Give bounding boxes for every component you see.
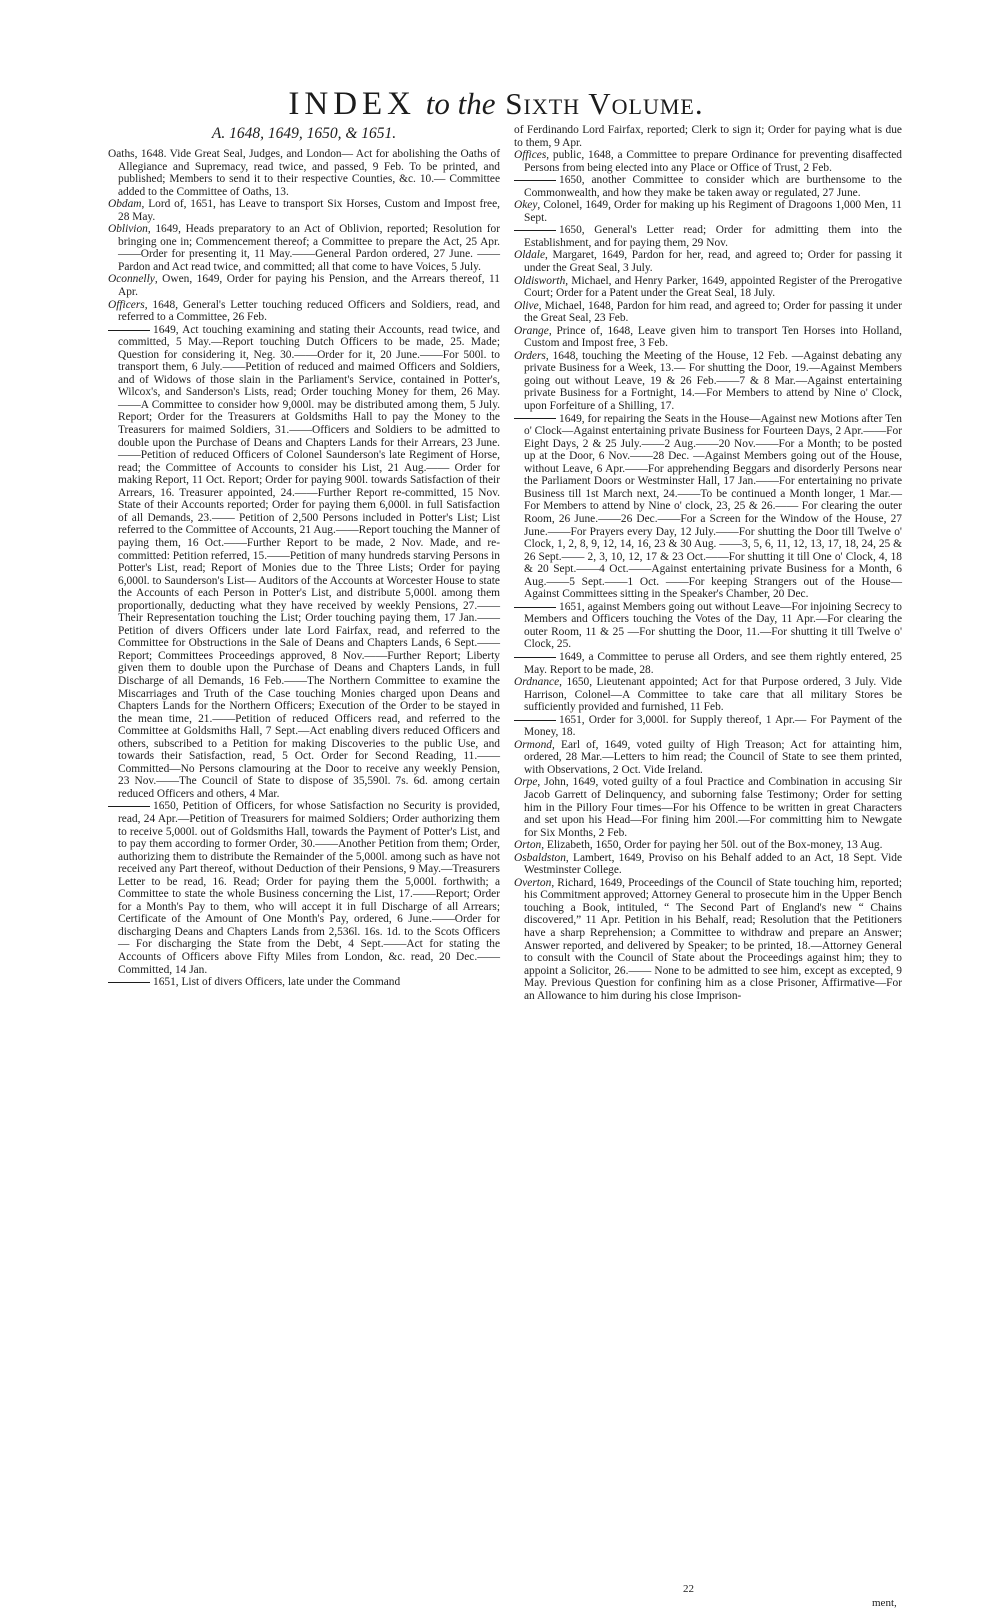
index-entry (514, 325, 902, 350)
entry-text: , Elizabeth, 1650, Order for paying her 50l. out of the Box-money, 13 Aug. (541, 839, 883, 852)
entry-heading: Oblivion (108, 223, 148, 236)
entry-text: , 1649, Heads preparatory to an Act of Oblivion, reported; Resolution for bringing one in; Commencement thereof; a Committee to prepare the Act, 25 Apr.——Order for presenting it, 11 May.——General Pardon ordered, 27 June. ——Pardon and Act read twice, and committed; all that come to have Voices, 5 July. (118, 223, 500, 273)
entry-heading: Officers (108, 298, 145, 311)
page-number: 22 (683, 1583, 694, 1595)
index-subentry (514, 174, 902, 199)
index-subentry (514, 651, 902, 676)
index-entry (514, 249, 902, 274)
index-entry (108, 299, 500, 324)
entry-text: , 1650, Lieutenant appointed; Act for that Purpose ordered, 3 July. Vide Harrison, Colonel—A Committee to take care that all military Stores be sufficiently provided and furnished, 11 Feb. (524, 676, 902, 714)
repeat-dash (514, 230, 556, 231)
repeat-dash (514, 657, 556, 658)
entry-text: , 1648, touching the Meeting of the House, 12 Feb. —Against debating any private Business for a Week, 13.— For shutting the Door, 19.—Against Members going out without Leave, 19 & 26 Feb.——7 & 8 Mar.—Against entertaining private Business for a Fortnight, 14.—For Members to attend by Nine o' Clock, upon Forfeiture of a Shilling, 17. (524, 349, 902, 413)
subentry-text: 1649, Act touching examining and stating their Accounts, read twice, and committed, 5 May.—Report touching Dutch Officers to be made, 25. Made; Question for considering it, Neg. 30.——Order for it, 20 June.——For 500l. to transport them, 6 July.——Petition of reduced and maimed Officers and Soldiers, and of Widows of those slain in the Parliament's Service, contained in Potter's, Wilcox's, and Sanderson's Lists, read; Order touching Money for them, 26 May.——A Committee to consider how 9,000l. may be distributed among them, 5 July. Report; Order for the Treasurers at Goldsmiths Hall to pay the Money to the Treasurers for maimed Soldiers, 31.——Officers and Soldiers to be admitted to double upon the Purchase of Deans and Chapters Lands for their Arrears, 23 June.——Petition of reduced Officers of Colonel Saunderson's late Regiment of Horse, read; the Committee of Accounts to consider his List, 21 Aug.—— Order for making Report, 11 Oct. Report; Order for paying 900l. towards Satisfaction of their Arrears, 16. Treasurer appointed, 24.——Further Report re-committed, 15 Nov. State of their Accounts reported; Order for paying them 6,000l. in full Satisfaction of all Demands, 23.—— Petition of 2,500 Persons included in Potter's List; List referred to the Committee of Accounts, 21 Aug.——Report touching the Manner of paying them, 16 Oct.——Further Report to be made, 2 Nov. Made, and re-committed: Petition referred, 15.——Petition of many hundreds starving Persons in Potter's List, read; Report of Monies due to the Three Lists; Order for paying 6,000l. to Saunderson's List— Auditors of the Accounts at Worcester House to state the Accounts of each Person in Potter's List, and distribute 5,000l. among them proportionally, deducting what they have received by weekly Pensions, 27.——Their Representation touching the List; Order touching paying them, 17 Jan.—— Petition of divers Officers under late Lord Fairfax, read, and referred to the Committee for Obstructions in the Sale of Deans and Chapters Lands, 6 Sept.——Report; Committees Proceedings approved, 8 Nov.——Further Report; Liberty given them to double upon the Purchase of Deans and Chapters Lands, in full Discharge of all Demands, 16 Feb.——The Northern Committee to examine the Miscarriages and Truth of the Case touching Monies charged upon Deans and Chapters Lands for the Northern Officers; Execution of the Order to be stayed in the mean time, 21.——Petition of reduced Officers read, and referred to the Committee at Goldsmiths Hall, 7 Sept.—Act enabling divers reduced Officers and others, subscribed to a Petition for making Discoveries to the public Use, and towards their Satisfaction, read, 5 Oct. Order for Second Reading, 11.——Committed—No Persons clamouring at the Door to receive any weekly Pension, 23 Nov.——The Council of State to dispose of 35,590l. 7s. 6d. among certain reduced Officers and others, 4 Mar. (118, 323, 500, 800)
left-column (108, 124, 500, 989)
index-subentry (514, 413, 902, 601)
index-subentry (108, 976, 500, 989)
entry-text: , Margaret, 1649, Pardon for her, read, and agreed to; Order for passing it under the Great Seal, 3 July. (524, 249, 902, 275)
subentry-text: 1651, List of divers Officers, late under the Command (153, 976, 401, 989)
entry-heading: Olive (514, 299, 539, 312)
repeat-dash (514, 720, 556, 721)
entry-heading: Oaths (108, 148, 135, 160)
entry-text: , Richard, 1649, Proceedings of the Council of State touching him, reported; his Commitment approved; Attorney General to prosecute him in the Upper Bench touching a Book, intituled, “ The Second Part of England's new “ Chains discovered,” 11 Apr. Petition in his Behalf, read; Resolution that the Petitioners have a sharp Reprehension; a Committee to withdraw and prepare an Answer; Answer reported, and delivered by Speaker; to be printed, 18.—Attorney General to consult with the Council of State about the Proceedings against him; they to appoint a Solicitor, 26.—— None to be admitted to see him, except as excepted, 9 May. Previous Question for confining him as a close Prisoner, Affirmative—For an Allowance to him during his close Imprison- (524, 876, 902, 1002)
index-entry (514, 776, 902, 839)
repeat-dash (108, 982, 150, 983)
index-entry (514, 676, 902, 714)
repeat-dash (108, 330, 150, 331)
subentry-text: 1650, another Committee to consider which are burthensome to the Commonwealth, and how they make be taken away or regulated, 27 June. (524, 174, 902, 199)
entry-heading: Obdam (108, 198, 142, 211)
entry-text: , Michael, 1648, Pardon for him read, and agreed to; Order for passing it under the Great Seal, 23 Feb. (524, 299, 902, 325)
index-entry (514, 275, 902, 300)
index-entry (108, 223, 500, 273)
title-index: INDEX (288, 86, 417, 122)
index-subentry (514, 601, 902, 651)
entry-heading: Overton (514, 876, 552, 889)
right-entries (514, 149, 902, 1002)
index-entry (108, 148, 500, 198)
entry-heading: Oldale (514, 249, 546, 262)
subentry-text: 1649, for repairing the Seats in the House—Against new Motions after Ten o' Clock—Against entertaining private Business for Fourteen Days, 2 Apr.——For Eight Days, 2 & 25 July.——2 Aug.——20 Nov.——For a Month; to be posted up at the Door, 6 Nov.——28 Dec. —Against Members going out of the House, without Leave, 6 Apr.——For apprehending Beggars and disorderly Persons near the Parliament Doors or Westminster Hall, 17 Jan.——For entertaining no private Business till 1st March next, 24.——To be continued a Month longer, 1 Mar.— For Members to attend by Nine o' clock, 23, 25 & 26.—— For clearing the outer Room, 26 June.——26 Dec.——For a Screen for the Window of the House, 27 June.——For Prayers every Day, 12 July.——For shutting the Door till Twelve o' Clock, 1, 2, 8, 9, 12, 14, 16, 23 & 30 Aug. ——3, 5, 6, 11, 12, 13, 17, 18, 24, 25 & 26 Sept.—— 2, 3, 10, 12, 17 & 23 Oct.——For shutting it till One o' Clock, 4, 18 & 20 Sept.——4 Oct.——Against entertaining private Business for a Month, 6 Aug.——5 Sept.——1 Oct. ——For keeping Strangers out of the House—Against Committees sitting in the Speaker's Chamber, 20 Dec. (524, 412, 902, 601)
subentry-text: 1650, General's Letter read; Order for admitting them into the Establishment, and for paying them, 29 Nov. (524, 224, 902, 249)
page-title (0, 86, 992, 122)
entry-text: , Michael, and Henry Parker, 1649, appointed Register of the Prerogative Court; Order for a Patent under the Great Seal, 18 July. (524, 274, 902, 300)
entry-heading: Orders (514, 349, 546, 362)
entry-text: , Owen, 1649, Order for paying his Pension, and the Arrears thereof, 11 Apr. (118, 273, 500, 299)
entry-heading: Oconnelly (108, 273, 155, 286)
year-subheading: A. 1648, 1649, 1650, & 1651. (211, 125, 397, 142)
entry-heading: Oldisworth (514, 274, 566, 287)
entry-heading: Osbaldston (514, 851, 566, 864)
index-entry (514, 300, 902, 325)
index-entry (108, 198, 500, 223)
repeat-dash (514, 418, 556, 419)
entry-text: , John, 1649, voted guilty of a foul Practice and Combination in accusing Sir Jacob Garrett of Delinquency, and suborning false Testimony; Order for setting him in the Pillory Four times—For his Offence to be written in great Characters and set upon his Head—For fining him 200l.—For committing him to Newgate for Six Months, 2 Feb. (524, 776, 902, 839)
entry-heading: Okey (514, 199, 538, 212)
subentry-text: 1651, against Members going out without Leave—For injoining Secrecy to Members and Officers touching the Votes of the Day, 11 Apr.—For clearing the outer Room, 11 & 25 —For shutting the Door, 11.—For shutting it till Twelve o' Clock, 25. (524, 600, 902, 651)
entry-heading: Offices (514, 149, 547, 162)
index-entry (514, 350, 902, 413)
entry-heading: Orton (514, 839, 542, 852)
index-entry (514, 852, 902, 877)
entry-heading: Ormond (514, 738, 552, 751)
right-column (514, 124, 902, 1002)
continued-entry-text: of Ferdinando Lord Fairfax, reported; Clerk to sign it; Order for paying what is due to them, 9 Apr. (514, 124, 902, 149)
index-entry (514, 739, 902, 777)
left-entries (108, 148, 500, 989)
entry-text: , Colonel, 1649, Order for making up his Regiment of Dragoons 1,000 Men, 11 Sept. (524, 199, 902, 224)
repeat-dash (514, 607, 556, 608)
entry-heading: Orange (514, 324, 549, 337)
repeat-dash (514, 180, 556, 181)
title-volume: Sixth Volume. (505, 86, 704, 121)
index-subentry (514, 714, 902, 739)
entry-text: , Lambert, 1649, Proviso on his Behalf added to an Act, 18 Sept. Vide Westminster College. (524, 851, 902, 877)
subentry-text: 1651, Order for 3,000l. for Supply thereof, 1 Apr.— For Payment of the Money, 18. (524, 713, 902, 739)
entry-text: , public, 1648, a Committee to prepare Ordinance for preventing disaffected Persons from being elected into any Place or Office of Trust, 2 Feb. (524, 149, 902, 174)
entry-text: , Prince of, 1648, Leave given him to transport Ten Horses into Holland, Custom and Impost free, 3 Feb. (524, 324, 902, 350)
index-entry (108, 273, 500, 298)
entry-text: , 1648, General's Letter touching reduced Officers and Soldiers, read, and referred to a Committee, 26 Feb. (118, 298, 500, 324)
index-subentry (108, 800, 500, 976)
index-subentry (108, 324, 500, 801)
entry-text: , Lord of, 1651, has Leave to transport Six Horses, Custom and Impost free, 28 May. (118, 198, 500, 223)
catchword: ment, (872, 1597, 897, 1609)
index-entry (514, 199, 902, 224)
entry-text: , Earl of, 1649, voted guilty of High Treason; Act for attainting him, ordered, 28 Mar.—Letters to him read; the Council of State to see them printed, with Observations, 2 Oct. Vide Ireland. (524, 738, 902, 776)
entry-heading: Ordnance (514, 676, 560, 689)
entry-heading: Orpe (514, 776, 538, 789)
index-entry (514, 839, 902, 852)
repeat-dash (108, 806, 150, 807)
index-entry (514, 149, 902, 174)
subentry-text: 1649, a Committee to peruse all Orders, and see them rightly entered, 25 May. Report to be made, 28. (524, 650, 902, 676)
subentry-text: 1650, Petition of Officers, for whose Satisfaction no Security is provided, read, 24 Apr.—Petition of Treasurers for maimed Soldiers; Order authorizing them to receive 5,000l. out of Goldsmiths Hall, towards the Payment of Potter's List, and to pay them according to former Order, 30.——Another Petition from them; Order, authorizing them to distribute the Remainder of the 5,000l. among such as have not received any Part thereof, without Deduction of their Pensions, 9 May.—Treasurers Letter to be read, 16. Read; Order for paying them the 5,000l. forthwith; a Committee to state the whole Business concerning the List, 17.——Report; Order for a Month's Pay to them, who will accept it in full Discharge of all Arrears; Certificate of the Amount of One Month's Pay, ordered, 6 June.——Order for discharging Deans and Chapters Lands from 2,536l. 16s. 1d. to the Scots Officers— For discharging the State from the Debt, 4 Sept.——Act for stating the Accounts of Officers above Fifty Miles from London, &c. read, 20 Dec.——Committed, 14 Jan. (118, 800, 500, 976)
title-to-the: to the (425, 86, 496, 121)
index-entry (514, 877, 902, 1002)
entry-text: , 1648. Vide Great Seal, Judges, and London— Act for abolishing the Oaths of Allegiance and Supremacy, read twice, and passed, 9 Feb. To be printed, and published; Members to send it to their respective Counties, &c. 10.— Committee added to the Committee of Oaths, 13. (118, 148, 500, 198)
index-subentry (514, 224, 902, 249)
